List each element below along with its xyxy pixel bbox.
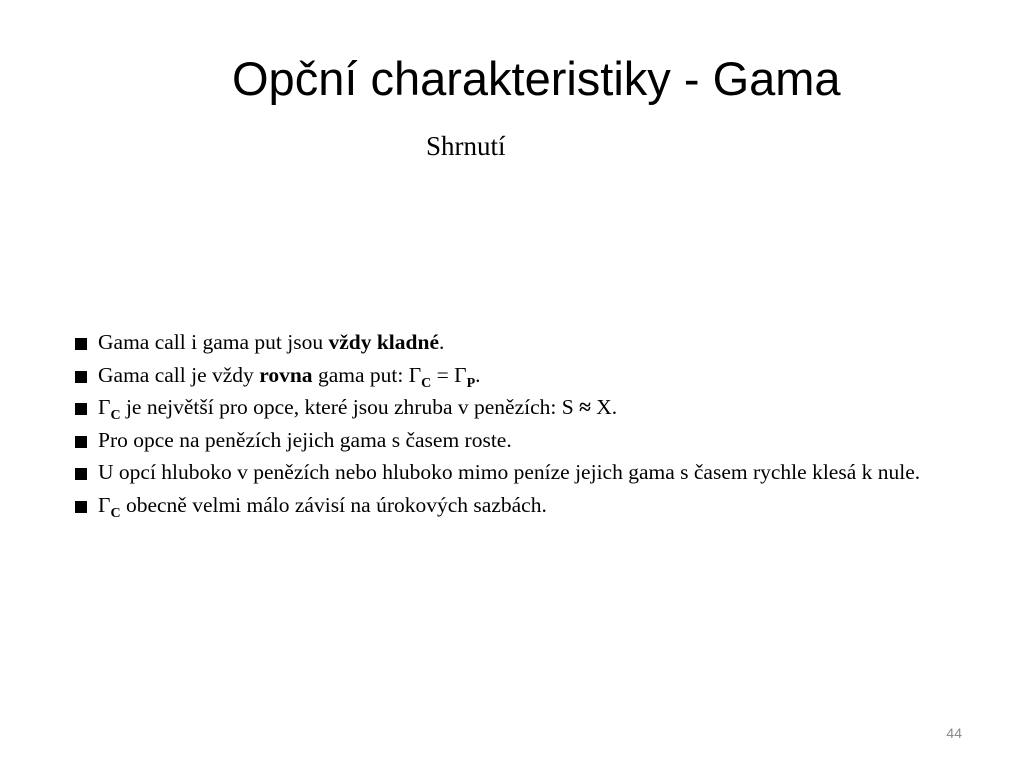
bullet-bold-text: rovna [259,362,313,387]
gamma-symbol: Γ [98,492,111,517]
gamma-subscript-p: P [466,375,476,391]
bullet-text: Pro opce na penězích jejich gama s časem roste. [98,427,512,452]
bullet-list [74,326,990,521]
bullet-text-end: . [438,330,445,354]
bullet-item-always-positive [74,326,990,359]
square-bullet-icon [75,403,87,415]
square-bullet-icon [75,501,87,513]
bullet-text: obecně velmi málo závisí na úrokových sazbách. [120,492,547,517]
square-bullet-icon [75,338,87,350]
equals-sign: = [431,362,455,387]
gamma-symbol: Γ [408,362,422,387]
gamma-symbol-put: Γ [454,362,467,387]
bullet-text: U opcí hluboko v penězích nebo hluboko mimo peníze jejich gama s časem rychle klesá k nule. [98,460,921,484]
gamma-subscript-c: C [110,408,121,423]
square-bullet-icon [75,468,87,480]
slide-subtitle: Shrnutí [426,131,506,161]
gamma-subscript-c: C [421,375,432,391]
bullet-item-at-money-grows [74,424,990,457]
bullet-item-deep-decreases [74,456,990,489]
bullet-text: je největší pro opce, které jsou zhruba v penězích: S [120,395,580,419]
bullet-text-end: . [475,362,481,387]
square-bullet-icon [75,371,87,383]
gamma-subscript-c: C [110,505,121,521]
bullet-text-end: X. [590,395,618,419]
bullet-item-call-equals-put [74,359,990,392]
square-bullet-icon [75,436,87,448]
approx-sign: ≈ [579,395,591,419]
bullet-text: Gama call je vždy [98,362,260,387]
slide-title: Opční charakteristiky - Gama [232,52,841,105]
bullet-item-interest-rates [74,489,990,522]
bullet-text: Gama call i gama put jsou [98,330,329,354]
page-number: 44 [946,725,962,741]
bullet-text-middle: gama put: [312,362,409,387]
gamma-symbol: Γ [98,395,111,419]
bullet-item-largest-at-money [74,391,990,424]
bullet-bold-text: vždy kladné [328,330,439,354]
